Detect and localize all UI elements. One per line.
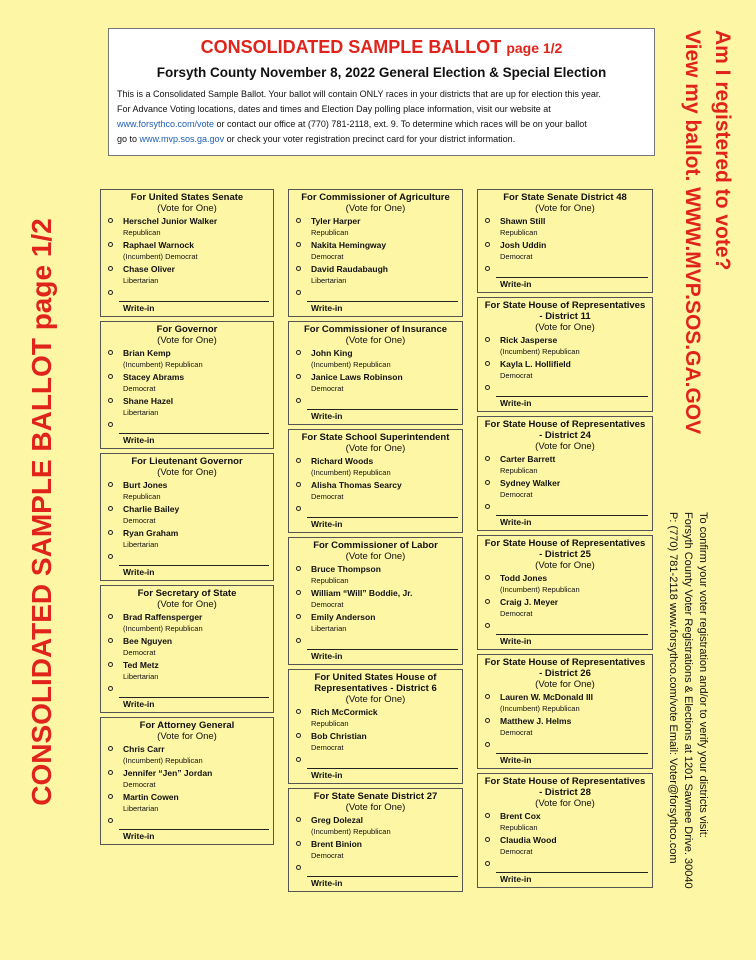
vote-bubble-icon[interactable] bbox=[108, 686, 113, 691]
vote-for-label: (Vote for One) bbox=[157, 467, 217, 478]
candidate-name: Greg Dolezal bbox=[311, 815, 363, 825]
candidate-name: Matthew J. Helms bbox=[500, 716, 572, 726]
write-in-option[interactable] bbox=[101, 551, 273, 565]
race-title: For Commissioner of Insurance bbox=[303, 324, 448, 335]
candidate-name: Brent Cox bbox=[500, 811, 541, 821]
candidate-party: Democrat bbox=[123, 780, 156, 789]
candidate-name: Shane Hazel bbox=[123, 396, 174, 406]
write-in-option[interactable] bbox=[101, 683, 273, 697]
candidate-party: Republican bbox=[500, 228, 538, 237]
vote-for-label: (Vote for One) bbox=[535, 798, 595, 809]
candidate-option[interactable] bbox=[101, 239, 273, 263]
candidate-name: Emily Anderson bbox=[311, 612, 376, 622]
vote-bubble-icon[interactable] bbox=[108, 290, 113, 295]
candidate-option[interactable] bbox=[478, 334, 652, 358]
candidate-name: Bruce Thompson bbox=[311, 564, 381, 574]
election-subtitle: Forsyth County November 8, 2022 General Election & Special Election bbox=[156, 65, 607, 80]
vote-bubble-icon[interactable] bbox=[296, 733, 301, 738]
mvp-sos-link[interactable]: www.mvp.sos.ga.gov bbox=[139, 134, 225, 144]
race-box bbox=[288, 189, 463, 317]
vote-bubble-icon[interactable] bbox=[485, 837, 490, 842]
vote-for-label: (Vote for One) bbox=[535, 441, 595, 452]
vote-bubble-icon[interactable] bbox=[485, 504, 490, 509]
page-indicator: page 1/2 bbox=[506, 40, 563, 56]
write-in-label: Write-in bbox=[311, 411, 343, 421]
race-title: For United States Senate bbox=[130, 192, 244, 203]
candidate-name: Herschel Junior Walker bbox=[123, 216, 218, 226]
candidate-party: (Incumbent) Republican bbox=[500, 704, 580, 713]
candidate-option[interactable] bbox=[289, 239, 462, 263]
race-box bbox=[477, 416, 653, 531]
vote-bubble-icon[interactable] bbox=[296, 482, 301, 487]
vote-bubble-icon[interactable] bbox=[108, 746, 113, 751]
candidate-option[interactable] bbox=[478, 453, 652, 477]
candidate-party: (Incumbent) Republican bbox=[123, 624, 203, 633]
candidate-option[interactable] bbox=[289, 371, 462, 395]
race-title: For State House of Representatives - District 28 bbox=[484, 776, 646, 798]
race-title: For Governor bbox=[156, 324, 218, 335]
vote-bubble-icon[interactable] bbox=[108, 506, 113, 511]
write-in-option[interactable] bbox=[478, 382, 652, 396]
office-address: Forsyth County Voter Registrations & Elections at 1201 Sawnee Drive. 30040 bbox=[682, 512, 694, 889]
vote-bubble-icon[interactable] bbox=[296, 290, 301, 295]
candidate-name: Lauren W. McDonald III bbox=[500, 692, 594, 702]
write-in-option[interactable] bbox=[289, 754, 462, 768]
candidate-option[interactable] bbox=[101, 611, 273, 635]
candidate-name: Shawn Still bbox=[500, 216, 546, 226]
candidate-party: Democrat bbox=[311, 384, 344, 393]
write-in-option[interactable] bbox=[289, 395, 462, 409]
vote-for-label: (Vote for One) bbox=[345, 551, 406, 562]
candidate-option[interactable] bbox=[101, 767, 273, 791]
candidate-option[interactable] bbox=[478, 596, 652, 620]
candidate-name: Sydney Walker bbox=[500, 478, 561, 488]
candidate-party: Republican bbox=[311, 576, 349, 585]
race-title: For State House of Representatives - District 25 bbox=[484, 538, 646, 560]
vote-bubble-icon[interactable] bbox=[296, 614, 301, 619]
candidate-option[interactable] bbox=[478, 834, 652, 858]
write-in-label: Write-in bbox=[311, 770, 343, 780]
candidate-name: Richard Woods bbox=[311, 456, 374, 466]
vote-for-label: (Vote for One) bbox=[157, 335, 217, 346]
vote-for-label: (Vote for One) bbox=[535, 679, 595, 690]
vote-bubble-icon[interactable] bbox=[296, 458, 301, 463]
vote-for-label: (Vote for One) bbox=[535, 322, 595, 333]
write-in-option[interactable] bbox=[101, 419, 273, 433]
candidate-party: Libertarian bbox=[311, 276, 347, 285]
vote-bubble-icon[interactable] bbox=[296, 266, 301, 271]
vote-bubble-icon[interactable] bbox=[485, 575, 490, 580]
candidate-option[interactable] bbox=[101, 659, 273, 683]
candidate-name: William “Will” Boddie, Jr. bbox=[311, 588, 413, 598]
vote-bubble-icon[interactable] bbox=[485, 718, 490, 723]
write-in-label: Write-in bbox=[123, 831, 155, 841]
race-box bbox=[477, 773, 653, 888]
vote-bubble-icon[interactable] bbox=[485, 623, 490, 628]
candidate-name: Tyler Harper bbox=[311, 216, 361, 226]
vote-for-label: (Vote for One) bbox=[535, 203, 595, 214]
candidate-option[interactable] bbox=[289, 347, 462, 371]
candidate-option[interactable] bbox=[478, 572, 652, 596]
candidate-name: Claudia Wood bbox=[500, 835, 557, 845]
race-title: For Secretary of State bbox=[137, 588, 237, 599]
candidate-name: Nakita Hemingway bbox=[311, 240, 387, 250]
candidate-name: Josh Uddin bbox=[500, 240, 547, 250]
candidate-name: Todd Jones bbox=[500, 573, 548, 583]
ballot-column-3 bbox=[477, 189, 653, 892]
race-box bbox=[288, 429, 463, 533]
candidate-option[interactable] bbox=[478, 239, 652, 263]
candidate-name: Bob Christian bbox=[311, 731, 367, 741]
race-title: For State House of Representatives - District 11 bbox=[484, 300, 646, 322]
vote-bubble-icon[interactable] bbox=[108, 422, 113, 427]
vote-bubble-icon[interactable] bbox=[296, 590, 301, 595]
candidate-party: (Incumbent) Republican bbox=[500, 585, 580, 594]
vote-for-label: (Vote for One) bbox=[345, 203, 406, 214]
write-in-label: Write-in bbox=[311, 651, 343, 661]
race-title: For Lieutenant Governor bbox=[131, 456, 243, 467]
candidate-party: Republican bbox=[500, 823, 538, 832]
side-banner-left bbox=[16, 162, 68, 862]
vote-bubble-icon[interactable] bbox=[485, 242, 490, 247]
write-in-label: Write-in bbox=[311, 303, 343, 313]
candidate-party: Libertarian bbox=[123, 408, 159, 417]
side-banner-text: CONSOLIDATED SAMPLE BALLOT page 1/2 bbox=[26, 218, 57, 806]
write-in-label: Write-in bbox=[500, 874, 532, 884]
vote-for-label: (Vote for One) bbox=[345, 802, 406, 813]
candidate-party: Libertarian bbox=[123, 276, 159, 285]
candidate-party: Republican bbox=[123, 492, 161, 501]
candidate-party: (Incumbent) Republican bbox=[500, 347, 580, 356]
candidate-party: Libertarian bbox=[311, 624, 347, 633]
ballot-column-1 bbox=[100, 189, 274, 849]
candidate-option[interactable] bbox=[289, 611, 462, 635]
candidate-option[interactable] bbox=[289, 263, 462, 287]
candidate-name: Bee Nguyen bbox=[123, 636, 173, 646]
write-in-option[interactable] bbox=[478, 858, 652, 872]
write-in-option[interactable] bbox=[101, 815, 273, 829]
candidate-option[interactable] bbox=[101, 347, 273, 371]
candidate-party: Republican bbox=[123, 228, 161, 237]
race-box bbox=[100, 585, 274, 713]
candidate-party: (Incumbent) Republican bbox=[123, 756, 203, 765]
vote-bubble-icon[interactable] bbox=[485, 218, 490, 223]
vote-bubble-icon[interactable] bbox=[296, 374, 301, 379]
race-title: For State Senate District 27 bbox=[313, 791, 438, 802]
vote-bubble-icon[interactable] bbox=[108, 770, 113, 775]
candidate-name: Brent Binion bbox=[311, 839, 362, 849]
candidate-option[interactable] bbox=[101, 215, 273, 239]
race-title: For State House of Representatives - District 24 bbox=[484, 419, 646, 441]
candidate-name: John King bbox=[311, 348, 353, 358]
vote-bubble-icon[interactable] bbox=[108, 374, 113, 379]
write-in-label: Write-in bbox=[123, 567, 155, 577]
vote-bubble-icon[interactable] bbox=[296, 638, 301, 643]
candidate-name: Rick Jasperse bbox=[500, 335, 558, 345]
write-in-label: Write-in bbox=[500, 636, 532, 646]
vote-bubble-icon[interactable] bbox=[296, 398, 301, 403]
candidate-option[interactable] bbox=[101, 743, 273, 767]
write-in-option[interactable] bbox=[101, 287, 273, 301]
candidate-name: Stacey Abrams bbox=[123, 372, 185, 382]
vote-bubble-icon[interactable] bbox=[296, 506, 301, 511]
write-in-label: Write-in bbox=[500, 755, 532, 765]
vote-bubble-icon[interactable] bbox=[108, 266, 113, 271]
candidate-party: Republican bbox=[500, 466, 538, 475]
vote-bubble-icon[interactable] bbox=[296, 841, 301, 846]
candidate-name: Brian Kemp bbox=[123, 348, 171, 358]
race-box bbox=[288, 669, 463, 784]
candidate-option[interactable] bbox=[289, 455, 462, 479]
candidate-name: Chase Oliver bbox=[123, 264, 175, 274]
race-title: For Commissioner of Labor bbox=[313, 540, 438, 551]
candidate-option[interactable] bbox=[289, 706, 462, 730]
candidate-party: Democrat bbox=[311, 743, 344, 752]
vote-for-label: (Vote for One) bbox=[345, 694, 406, 705]
candidate-party: Democrat bbox=[500, 252, 533, 261]
candidate-party: Democrat bbox=[500, 490, 533, 499]
registered-question: Am I registered to vote? bbox=[711, 30, 734, 271]
candidate-party: Democrat bbox=[500, 728, 533, 737]
candidate-name: Alisha Thomas Searcy bbox=[311, 480, 402, 490]
candidate-option[interactable] bbox=[101, 503, 273, 527]
race-box bbox=[288, 321, 463, 425]
race-box bbox=[477, 297, 653, 412]
candidate-party: Republican bbox=[311, 228, 349, 237]
candidate-option[interactable] bbox=[101, 479, 273, 503]
vote-bubble-icon[interactable] bbox=[296, 757, 301, 762]
candidate-party: Democrat bbox=[123, 384, 156, 393]
vote-for-label: (Vote for One) bbox=[345, 335, 406, 346]
candidate-name: Charlie Bailey bbox=[123, 504, 180, 514]
candidate-option[interactable] bbox=[101, 395, 273, 419]
vote-for-label: (Vote for One) bbox=[157, 203, 217, 214]
vote-bubble-icon[interactable] bbox=[485, 456, 490, 461]
vote-bubble-icon[interactable] bbox=[485, 361, 490, 366]
vote-bubble-icon[interactable] bbox=[108, 554, 113, 559]
write-in-option[interactable] bbox=[478, 739, 652, 753]
candidate-option[interactable] bbox=[101, 527, 273, 551]
race-title: For Commissioner of Agriculture bbox=[301, 192, 450, 203]
candidate-option[interactable] bbox=[478, 715, 652, 739]
vote-for-label: (Vote for One) bbox=[157, 599, 217, 610]
candidate-option[interactable] bbox=[289, 479, 462, 503]
page-title bbox=[117, 35, 646, 60]
candidate-name: Raphael Warnock bbox=[123, 240, 195, 250]
candidate-party: Democrat bbox=[123, 516, 156, 525]
candidate-option[interactable] bbox=[289, 814, 462, 838]
candidate-name: Craig J. Meyer bbox=[500, 597, 559, 607]
race-title: For State School Superintendent bbox=[301, 432, 450, 443]
candidate-option[interactable] bbox=[478, 358, 652, 382]
vote-bubble-icon[interactable] bbox=[108, 662, 113, 667]
race-box bbox=[477, 654, 653, 769]
write-in-option[interactable] bbox=[289, 862, 462, 876]
race-box bbox=[288, 788, 463, 892]
vote-for-label: (Vote for One) bbox=[157, 731, 217, 742]
vote-bubble-icon[interactable] bbox=[108, 350, 113, 355]
race-title: For United States House of Representatives - District 6 bbox=[314, 672, 437, 694]
race-title: For State Senate District 48 bbox=[503, 192, 627, 203]
candidate-option[interactable] bbox=[289, 563, 462, 587]
candidate-name: David Raudabaugh bbox=[311, 264, 388, 274]
write-in-option[interactable] bbox=[478, 620, 652, 634]
vote-bubble-icon[interactable] bbox=[485, 694, 490, 699]
vote-bubble-icon[interactable] bbox=[296, 865, 301, 870]
candidate-party: Libertarian bbox=[123, 540, 159, 549]
vote-bubble-icon[interactable] bbox=[108, 242, 113, 247]
candidate-party: Democrat bbox=[311, 600, 344, 609]
candidate-option[interactable] bbox=[478, 691, 652, 715]
candidate-name: Ryan Graham bbox=[123, 528, 179, 538]
race-title: For Attorney General bbox=[139, 720, 235, 731]
write-in-label: Write-in bbox=[500, 279, 532, 289]
candidate-name: Rich McCormick bbox=[311, 707, 378, 717]
ballot-header bbox=[108, 28, 655, 156]
candidate-party: (Incumbent) Democrat bbox=[123, 252, 198, 261]
title-text: CONSOLIDATED SAMPLE BALLOT bbox=[200, 37, 502, 57]
office-contact: P: (770) 781-2118 www.forsythco.com/vote Email: Voter@forsythco.com bbox=[667, 512, 679, 864]
candidate-name: Burt Jones bbox=[123, 480, 168, 490]
candidate-option[interactable] bbox=[101, 635, 273, 659]
candidate-name: Janice Laws Robinson bbox=[311, 372, 403, 382]
vote-bubble-icon[interactable] bbox=[296, 242, 301, 247]
view-ballot-banner[interactable]: View my ballot. WWW.MVP.SOS.GA.GOV bbox=[681, 30, 704, 435]
race-box bbox=[288, 537, 463, 665]
race-box bbox=[100, 453, 274, 581]
write-in-option[interactable] bbox=[289, 287, 462, 301]
vote-bubble-icon[interactable] bbox=[108, 614, 113, 619]
vote-bubble-icon[interactable] bbox=[296, 566, 301, 571]
vote-bubble-icon[interactable] bbox=[108, 638, 113, 643]
vote-bubble-icon[interactable] bbox=[485, 813, 490, 818]
candidate-option[interactable] bbox=[478, 477, 652, 501]
write-in-option[interactable] bbox=[478, 263, 652, 277]
candidate-name: Brad Raffensperger bbox=[123, 612, 203, 622]
write-in-option[interactable] bbox=[478, 501, 652, 515]
candidate-party: Democrat bbox=[500, 609, 533, 618]
vote-for-label: (Vote for One) bbox=[345, 443, 406, 454]
candidate-option[interactable] bbox=[289, 587, 462, 611]
candidate-option[interactable] bbox=[101, 791, 273, 815]
vote-bubble-icon[interactable] bbox=[485, 266, 490, 271]
vote-for-label: (Vote for One) bbox=[535, 560, 595, 571]
race-title: For State House of Representatives - District 26 bbox=[484, 657, 646, 679]
candidate-option[interactable] bbox=[289, 730, 462, 754]
race-box bbox=[100, 717, 274, 845]
race-box bbox=[477, 189, 653, 293]
vote-bubble-icon[interactable] bbox=[108, 818, 113, 823]
write-in-label: Write-in bbox=[500, 398, 532, 408]
write-in-label: Write-in bbox=[123, 303, 155, 313]
candidate-party: Republican bbox=[311, 719, 349, 728]
vote-bubble-icon[interactable] bbox=[296, 218, 301, 223]
vote-bubble-icon[interactable] bbox=[108, 482, 113, 487]
intro-text: This is a Consolidated Sample Ballot. Your ballot will contain ONLY races in your districts that are up for election this year. For Advance Voting locations, dates and times and Election Day polling place information, visit our website at www.forsythco.com/vote or contact our office at (770) 781-2118, ext. 9. To determine which races will be on your ballot go to www.mvp.sos.ga.gov or check your voter registration precinct card for your district information. bbox=[117, 89, 601, 144]
verify-note: To confirm your voter registration and/or to verify your districts visit: bbox=[697, 512, 709, 838]
write-in-label: Write-in bbox=[311, 878, 343, 888]
write-in-label: Write-in bbox=[500, 517, 532, 527]
candidate-name: Kayla L. Hollifield bbox=[500, 359, 571, 369]
write-in-option[interactable] bbox=[289, 635, 462, 649]
candidate-name: Carter Barrett bbox=[500, 454, 556, 464]
candidate-option[interactable] bbox=[478, 810, 652, 834]
vote-bubble-icon[interactable] bbox=[485, 385, 490, 390]
vote-bubble-icon[interactable] bbox=[108, 398, 113, 403]
candidate-name: Ted Metz bbox=[123, 660, 159, 670]
race-box bbox=[100, 189, 274, 317]
write-in-option[interactable] bbox=[289, 503, 462, 517]
vote-bubble-icon[interactable] bbox=[485, 599, 490, 604]
candidate-party: Democrat bbox=[123, 648, 156, 657]
candidate-party: Libertarian bbox=[123, 804, 159, 813]
vote-bubble-icon[interactable] bbox=[485, 742, 490, 747]
candidate-option[interactable] bbox=[101, 263, 273, 287]
candidate-party: (Incumbent) Republican bbox=[123, 360, 203, 369]
race-box bbox=[100, 321, 274, 449]
vote-bubble-icon[interactable] bbox=[296, 709, 301, 714]
candidate-name: Chris Carr bbox=[123, 744, 165, 754]
candidate-party: Democrat bbox=[311, 851, 344, 860]
candidate-option[interactable] bbox=[289, 215, 462, 239]
write-in-label: Write-in bbox=[311, 519, 343, 529]
vote-bubble-icon[interactable] bbox=[108, 530, 113, 535]
candidate-party: Democrat bbox=[311, 252, 344, 261]
candidate-party: Democrat bbox=[500, 847, 533, 856]
vote-bubble-icon[interactable] bbox=[108, 218, 113, 223]
candidate-option[interactable] bbox=[101, 371, 273, 395]
vote-bubble-icon[interactable] bbox=[296, 350, 301, 355]
vote-bubble-icon[interactable] bbox=[485, 337, 490, 342]
candidate-party: Democrat bbox=[500, 371, 533, 380]
candidate-name: Jennifer “Jen” Jordan bbox=[123, 768, 213, 778]
candidate-party: (Incumbent) Republican bbox=[311, 468, 391, 477]
candidate-party: (Incumbent) Republican bbox=[311, 360, 391, 369]
candidate-name: Martin Cowen bbox=[123, 792, 179, 802]
vote-bubble-icon[interactable] bbox=[485, 861, 490, 866]
write-in-label: Write-in bbox=[123, 435, 155, 445]
vote-bubble-icon[interactable] bbox=[485, 480, 490, 485]
vote-bubble-icon[interactable] bbox=[108, 794, 113, 799]
vote-bubble-icon[interactable] bbox=[296, 817, 301, 822]
candidate-party: (Incumbent) Republican bbox=[311, 827, 391, 836]
write-in-label: Write-in bbox=[123, 699, 155, 709]
candidate-option[interactable] bbox=[289, 838, 462, 862]
candidate-party: Libertarian bbox=[123, 672, 159, 681]
candidate-party: Democrat bbox=[311, 492, 344, 501]
ballot-column-2 bbox=[288, 189, 463, 896]
candidate-option[interactable] bbox=[478, 215, 652, 239]
race-box bbox=[477, 535, 653, 650]
forsythco-vote-link[interactable]: www.forsythco.com/vote bbox=[117, 119, 215, 129]
